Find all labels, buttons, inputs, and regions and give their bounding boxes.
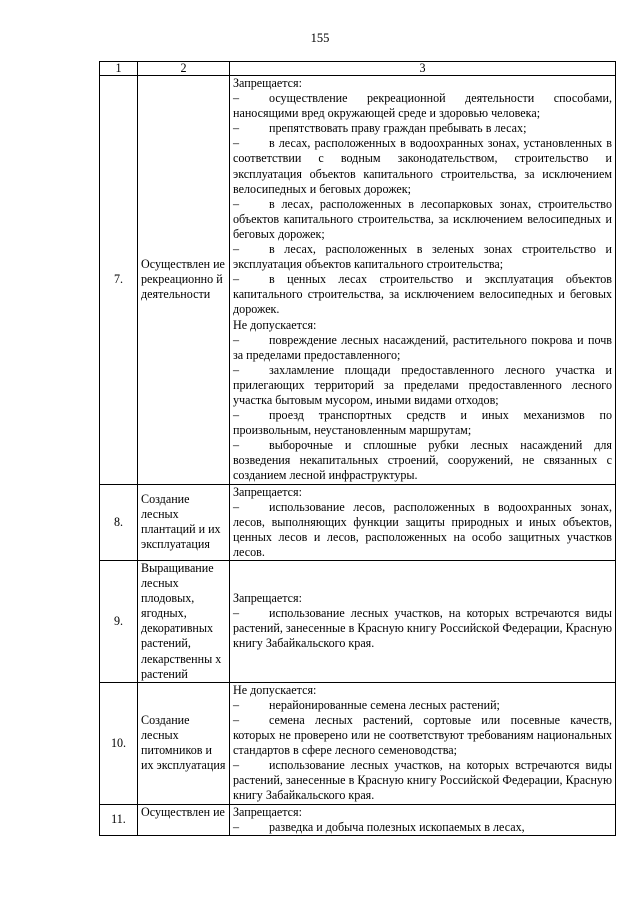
restrictions-cell <box>230 76 616 485</box>
page-number: 155 <box>310 31 330 45</box>
row-number: 10. <box>100 682 138 804</box>
list-item: – препятствовать праву граждан пребывать в лесах; <box>233 121 527 136</box>
list-item: – выборочные и сплошные рубки лесных насаждений для возведения некапитальных строений, сооружений, не связанных с созданием лесной инфраструктуры. <box>233 438 612 483</box>
column-header-2: 2 <box>138 62 230 76</box>
activity-name: Осуществлен ие <box>138 804 230 835</box>
list-item: – использование лесных участков, на которых встречаются виды растений, занесенные в Красную книгу Российской Федерации, Красную книгу Забайкальского края. <box>233 758 612 803</box>
column-header-1: 1 <box>100 62 138 76</box>
row-number: 9. <box>100 561 138 683</box>
row-number: 8. <box>100 484 138 560</box>
section-heading: Не допускается: <box>233 317 317 332</box>
table-row <box>100 76 616 485</box>
list-item: – использование лесов, расположенных в водоохранных зонах, лесов, выполняющих функции защиты природных и иных объектов, ценных лесов и лесов, расположенных на особо защитных участков лесов. <box>233 499 612 559</box>
table-row <box>100 804 616 835</box>
restrictions-table <box>99 61 616 836</box>
list-item: – в лесах, расположенных в водоохранных зонах, установленных в соответствии с водным законодательством, строительство и эксплуатация объектов капитального строительства, за исключением велосипедных и беговых дорожек; <box>233 136 612 196</box>
activity-name: Выращивание лесных плодовых, ягодных, декоративных растений, лекарственны х растений <box>138 561 230 683</box>
section-heading: Запрещается: <box>233 804 302 819</box>
list-item: – нерайонированные семена лесных растений; <box>233 697 500 712</box>
list-item: – повреждение лесных насаждений, растительного покрова и почв за пределами предоставленного; <box>233 332 612 362</box>
restrictions-cell <box>230 682 616 804</box>
table-row <box>100 682 616 804</box>
list-item: – проезд транспортных средств и иных механизмов по произвольным, неустановленным маршрутам; <box>233 408 612 438</box>
restrictions-cell <box>230 804 616 835</box>
list-item: – в лесах, расположенных в лесопарковых зонах, строительство объектов капитального строительства, за исключением велосипедных и беговых дорожек; <box>233 196 612 241</box>
table-row <box>100 561 616 683</box>
list-item: – разведка и добыча полезных ископаемых в лесах, <box>233 819 525 834</box>
section-heading: Не допускается: <box>233 682 317 697</box>
activity-name: Создание лесных плантаций и их эксплуатация <box>138 484 230 560</box>
column-header-3: 3 <box>230 62 616 76</box>
row-number: 7. <box>100 76 138 485</box>
restrictions-cell <box>230 561 616 683</box>
section-heading: Запрещается: <box>233 76 302 90</box>
list-item: – захламление площади предоставленного лесного участка и прилегающих территорий за пределами предоставленного лесного участка бытовым мусором, иными видами отходов; <box>233 362 612 407</box>
activity-name: Создание лесных питомников и их эксплуатация <box>138 682 230 804</box>
row-number: 11. <box>100 804 138 835</box>
section-heading: Запрещается: <box>233 484 302 499</box>
list-item: – семена лесных растений, сортовые или посевные качеств, которых не проверено или не соответствуют требованиям национальных стандартов в сфере лесного семеноводства; <box>233 712 612 758</box>
activity-name: Осуществлен ие рекреационно й деятельности <box>138 76 230 485</box>
restrictions-cell <box>230 484 616 560</box>
list-item: – в ценных лесах строительство и эксплуатация объектов капитального строительства, за исключением велосипедных и беговых дорожек. <box>233 272 612 317</box>
list-item: – осуществление рекреационной деятельности способами, наносящими вред окружающей среде и здоровью человека; <box>233 91 612 121</box>
table-header-row <box>100 62 616 76</box>
list-item: – в лесах, расположенных в зеленых зонах строительство и эксплуатация объектов капитального строительства; <box>233 242 612 272</box>
list-item: – использование лесных участков, на которых встречаются виды растений, занесенные в Красную книгу Российской Федерации, Красную книгу Забайкальского края. <box>233 606 612 651</box>
table-row <box>100 484 616 560</box>
section-heading: Запрещается: <box>233 591 302 606</box>
